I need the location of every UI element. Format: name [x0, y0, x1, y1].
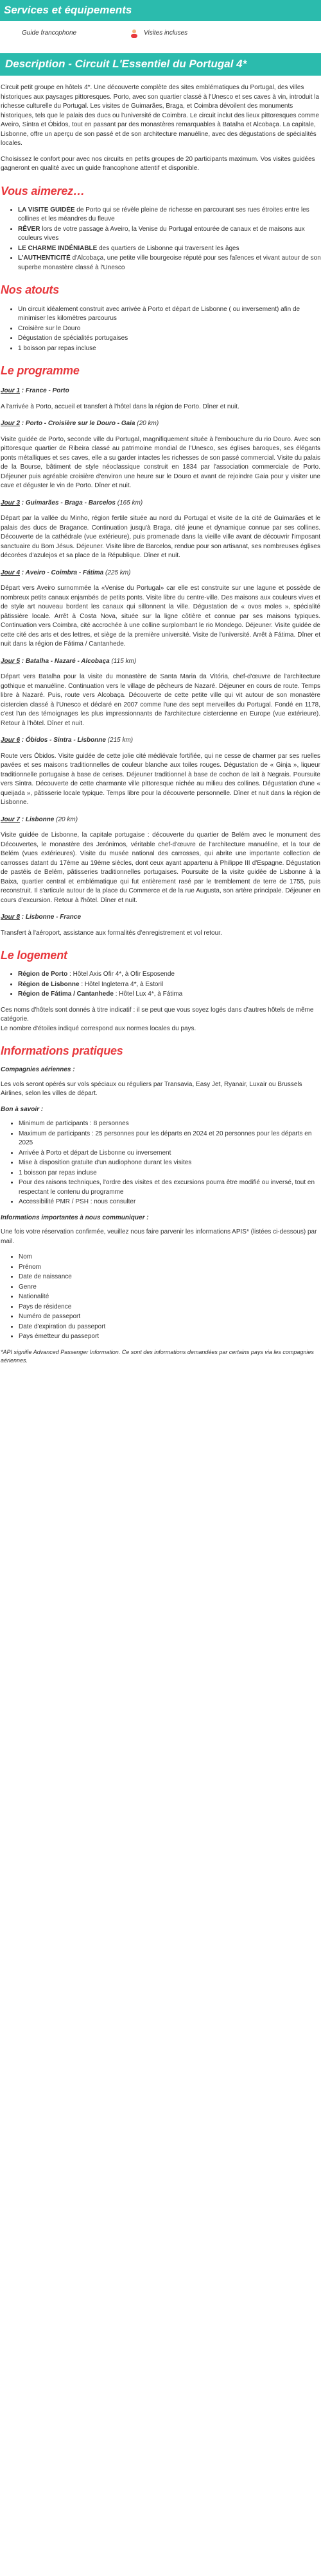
- day-block: Jour 6 : Óbidos - Sintra - Lisbonne (215 km) Route vers Óbidos. Visite guidée de cette jolie cité médiévale fortifiée, qui ne cesse de charmer par ses ruelles pavées et ses maisons traditionnelles de couleur blanche aux toiles rouges. Dégustation de « Ginja », liqueur traditionnelle portugaise à base de cerises. Déjeuner traditionnel à base de cochon de lait à Negrais. Poursuite vers Sintra. Découverte de cette charmante ville pittoresque nichée au milieu des collines. Dégustation d'une « queijada », pâtisserie locale typique. Temps libre pour la découverte personnelle. Dîner et nuit dans la région de Lisbonne.: [1, 736, 320, 808]
- list-item: • Dégustation de spécialités portugaises: [18, 334, 321, 344]
- day-label: Jour 1: [1, 387, 21, 395]
- atouts-list: [0, 305, 321, 354]
- api-footnote: *API signifie Advanced Passenger Information. Ce sont des informations demandées par certains pays via les compagnies aériennes.: [1, 1348, 314, 1364]
- day-block: Jour 7 : Lisbonne (20 km) Visite guidée de Lisbonne, la capitale portugaise : découverte du quartier de Belém avec le monument des Découvertes, le monastère des Jerónimos, véritable chef-d'œuvre de l'architecture manuéline, et la tour de Belém (vues extérieures). Visite du musée national des carrosses, qui abrite une importante collection de carrosses datant du 17ème au 19ème siècles, dont ceux ayant appartenu à Philippe III d'Espagne. Dégustation de pastéis de Belém, pâtisseries traditionnelles portugaises. Poursuite de la visite guidée de Lisbonne à la Baixa, quartier central et emblématique qui fut entièrement rasé par le tremblement de terre de 1755, puis reconstruit. Il s'articule autour de la place du Commerce et de la rue Augusta, son artère principale. Déjeuner en cours d'excursion. Retour à l'hôtel. Dîner et nuit.: [1, 815, 320, 906]
- list-item: • LA VISITE GUIDÉE de Porto qui se révèle pleine de richesse en parcourant ses rues étroites entre les collines et les méandres du fleuve: [18, 206, 321, 224]
- logement-note: Ces noms d'hôtels sont donnés à titre indicatif : il se peut que vous soyez logés dans d'autres hôtels de même catégorie.: [1, 1006, 314, 1023]
- service-visits-label: Visites incluses: [144, 29, 188, 37]
- api-text: Une fois votre réservation confirmée, veuillez nous faire parvenir les informations APIS* (listées ci-dessous) par mail.: [1, 1228, 317, 1245]
- list-item: • Mise à disposition gratuite d'un audiophone durant les visites: [19, 1158, 320, 1168]
- list-item: • 1 boisson par repas incluse: [18, 344, 321, 354]
- list-item: • RÊVER lors de votre passage à Aveiro, la Venise du Portugal entourée de canaux et de maisons aux couleurs vives: [18, 225, 321, 244]
- list-item: • Nom: [19, 1253, 320, 1262]
- logement-heading: Le logement: [1, 949, 67, 962]
- service-guide: [8, 29, 130, 38]
- list-item: • L'AUTHENTICITÉ d'Alcobaça, une petite ville bourgeoise réputé pour ses faïences et vivant autour de son superbe monastère classé à l'Unesco: [18, 254, 321, 272]
- day-text: Départ vers Batalha pour la visite du monastère de Santa Maria da Vitória, chef-d'œuvre de l'architecture gothique et manuéline. Continuation vers le village de pêcheurs de Nazaré. Déjeuner en cours de route. Temps libre à Nazaré. Puis, route vers Alcobaça. Découverte de cette petite ville qui vit autour de son monastère cistercien classé à l'Unesco et déclaré en 2007 comme l'une des sept merveilles du Portugal. Fondé en 1178, c'est l'un des témoignages les plus impressionnants de l'architecture cistercienne en Europe (vue extérieure). Retour à l'hôtel. Dîner et nuit.: [1, 673, 320, 727]
- day-block: Jour 8 : Lisbonne - France Transfert à l'aéroport, assistance aux formalités d'enregistrement et vol retour.: [1, 913, 320, 938]
- day-text: Route vers Óbidos. Visite guidée de cette jolie cité médiévale fortifiée, qui ne cesse de charmer par ses ruelles pavées et ses maisons traditionnelles de couleur blanche aux toiles rouges. Dégustation de « Ginja », liqueur traditionnelle portugaise à base de cerises. Déjeuner traditionnel à base de cochon de lait à Negrais. Poursuite vers Sintra. Découverte de cette charmante ville pittoresque nichée au milieu des collines. Dégustation d'une « queijada », pâtisserie locale typique. Temps libre pour la découverte personnelle. Dîner et nuit dans la région de Lisbonne.: [1, 752, 320, 807]
- day-text: Visite guidée de Porto, seconde ville du Portugal, magnifiquement située à l'embouchure du rio Douro. Avec son pittoresque quartier de Ribeira classé au patrimoine mondial de l'Unesco, ses églises baroques, ses élégants ponts métalliques et ses caves, elle a su garder intactes les richesses de son passé commercial. Visite du palais de la Bourse, bâtiment de style néoclassique construit en 1834 par l'association commerciale de Porto. Déjeuner puis agréable croisière d'environ une heure sur le Douro et avant de rejoindre Gaia pour y visiter une cave et déguster le vin de Porto. Dîner et nuit.: [1, 435, 320, 490]
- list-item: • Croisière sur le Douro: [18, 324, 321, 334]
- savoir-list: [1, 1119, 320, 1207]
- atouts-heading: Nos atouts: [1, 283, 60, 297]
- list-item: • LE CHARME INDÉNIABLE des quartiers de Lisbonne qui traversent les âges: [18, 244, 321, 254]
- day-text: A l'arrivée à Porto, accueil et transfert à l'hôtel dans la région de Porto. Dîner et nuit.: [1, 403, 239, 410]
- api-heading: Informations importantes à nous communiquer :: [1, 1214, 149, 1221]
- list-item: • Date de naissance: [19, 1273, 320, 1282]
- aimerez-heading: Vous aimerez…: [1, 184, 85, 197]
- companies-text: Les vols seront opérés sur vols spéciaux ou réguliers par Transavia, Easy Jet, Ryanair, Luxair ou Brussels Airlines, selon les villes de départ.: [1, 1080, 302, 1098]
- list-item: • Pour des raisons techniques, l'ordre des visites et des excursions pourra être modifié ou inversé, tout en respectant le contenu du programme: [19, 1178, 320, 1197]
- list-item: • Numéro de passeport: [19, 1312, 320, 1322]
- day-text: Visite guidée de Lisbonne, la capitale portugaise : découverte du quartier de Belém avec le monument des Découvertes, le monastère des Jerónimos, véritable chef-d'œuvre de l'architecture manuéline, et la tour de Belém (vues extérieures). Visite du musée national des carrosses, qui abrite une importante collection de carrosses datant du 17ème au 19ème siècles, dont ceux ayant appartenu à Philippe III d'Espagne. Dégustation de pastéis de Belém, pâtisseries traditionnelles portugaises. Poursuite de la visite guidée de Lisbonne à la Baixa, quartier central et emblématique qui fut entièrement rasé par le tremblement de terre de 1755, puis reconstruit. Il s'articule autour de la place du Commerce et de la rue Augusta, son artère principale. Déjeuner en cours d'excursion. Retour à l'hôtel. Dîner et nuit.: [1, 832, 320, 904]
- description-paragraph: Choisissez le confort pour avec nos circuits en petits groupes de 20 participants maximum. Vos visites guidées gagneront en qualité avec un guide francophone attentif et disponible.: [1, 155, 315, 172]
- list-item: • Région de Fátima / Cantanhede : Hôtel Lux 4*, à Fátima: [18, 990, 321, 999]
- list-item: • Genre: [19, 1283, 320, 1292]
- list-item: • Date d'expiration du passeport: [19, 1323, 320, 1332]
- day-label: Jour 3: [1, 499, 21, 506]
- list-item: • Minimum de participants : 8 personnes: [19, 1119, 320, 1129]
- description-banner: Description - Circuit L'Essentiel du Portugal 4*: [0, 53, 321, 76]
- list-item: • Un circuit idéalement construit avec arrivée à Porto et départ de Lisbonne ( ou inversement) afin de minimiser les kilomètres parcourus: [18, 305, 321, 324]
- day-label: Jour 7: [1, 815, 21, 823]
- description-section: [0, 76, 321, 174]
- french-flag-icon: [8, 29, 17, 38]
- guide-person-icon: [130, 29, 139, 38]
- description-paragraph: Circuit petit groupe en hôtels 4*. Une découverte complète des sites emblématiques du Portugal, des villes historiques aux paysages pittoresques. Porto, avec son quartier classé à l'Unesco et ses caves à vin, introduit la richesse culturelle du Portugal. Les visites de Guimarães, Braga, et Coimbra dévoilent des monuments historiques, tels que le palais des ducs ou l'université de Coimbra. Le circuit inclut des lieux pittoresques comme Aveiro, Sintra et Óbidos, tout en passant par des monastères remarquables à Batalha et Alcobaça. La capitale, Lisbonne, offre un aperçu de son passé et de son architecture manuéline, avec des dégustations de spécialités locales.: [1, 84, 320, 147]
- day-block: Jour 5 : Batalha - Nazaré - Alcobaça (115 km) Départ vers Batalha pour la visite du monastère de Santa Maria da Vitória, chef-d'œuvre de l'architecture gothique et manuéline. Continuation vers le village de pêcheurs de Nazaré. Déjeuner en cours de route. Temps libre à Nazaré. Puis, route vers Alcobaça. Découverte de cette petite ville qui vit autour de son monastère cistercien classé à l'Unesco et déclaré en 2007 comme l'une des sept merveilles du Portugal. Fondé en 1178, c'est l'un des témoignages les plus impressionnants de l'architecture cistercienne en Europe (vue extérieure). Retour à l'hôtel. Dîner et nuit.: [1, 657, 320, 729]
- list-item: • Maximum de participants : 25 personnes pour les départs en 2024 et 20 personnes pour les départs en 2025: [19, 1130, 320, 1148]
- programme-heading: Le programme: [1, 364, 80, 378]
- api-list: [1, 1253, 320, 1342]
- programme-section: [0, 387, 321, 938]
- aimerez-list: [0, 206, 321, 273]
- day-block: Jour 1 : France - Porto A l'arrivée à Porto, accueil et transfert à l'hôtel dans la région de Porto. Dîner et nuit.: [1, 387, 320, 412]
- list-item: • Prénom: [19, 1263, 320, 1273]
- day-text: Transfert à l'aéroport, assistance aux formalités d'enregistrement et vol retour.: [1, 929, 222, 937]
- list-item: • 1 boisson par repas incluse: [19, 1169, 320, 1178]
- savoir-heading: Bon à savoir :: [1, 1105, 44, 1113]
- service-guide-label: Guide francophone: [22, 29, 77, 37]
- list-item: • Accessibilité PMR / PSH : nous consulter: [19, 1198, 320, 1207]
- day-block: Jour 2 : Porto - Croisière sur le Douro - Gaia (20 km) Visite guidée de Porto, seconde ville du Portugal, magnifiquement située à l'embouchure du rio Douro. Avec son pittoresque quartier de Ribeira classé au patrimoine mondial de l'Unesco, ses églises baroques, ses élégants ponts métalliques et ses caves, elle a su garder intactes les richesses de son passé commercial. Visite du palais de la Bourse, bâtiment de style néoclassique construit en 1834 par l'association commerciale de Porto. Déjeuner puis agréable croisière d'environ une heure sur le Douro et avant de rejoindre Gaia pour y visiter une cave et déguster le vin de Porto. Dîner et nuit.: [1, 419, 320, 491]
- list-item: • Nationalité: [19, 1292, 320, 1302]
- day-block: Jour 4 : Aveiro - Coimbra - Fátima (225 km) Départ vers Aveiro surnommée la «Venise du Portugal» car elle est construite sur une lagune et possède de nombreux petits canaux enjambés de petits ponts. Visite libre du centre-ville. Des maisons aux couleurs vives et de style art nouveau bordent les canaux qui sillonnent la ville. Dégustation de « ovos moles », spécialité pâtissière locale. Arrêt à Costa Nova, située sur la ligne côtière et connue par ses maisons typiques. Continuation vers Coimbra, cité accrochée à une colline surplombant le rio Mondego. Déjeuner. Visite guidée de cette cité des arts et des lettres, et siège de la première université. Visite de l'université. Arrêt à Fátima. Dîner et nuit dans la région de Fátima / Cantanhede.: [1, 569, 320, 649]
- list-item: • Arrivée à Porto et départ de Lisbonne ou inversement: [19, 1149, 320, 1158]
- day-block: Jour 3 : Guimarães - Braga - Barcelos (165 km) Départ par la vallée du Minho, région fertile située au nord du Portugal et visite de la cité de Guimarães et le palais des ducs de Bragance. Continuation jusqu'à Braga, cité jeune et dynamique connue par ses collines. Découverte de la cathédrale (vue extérieure), puis promenade dans la vieille ville avant de découvrir l'imposant sanctuaire du Bom Jésus. Déjeuner. Visite libre de Barcelos, rendue pour son artisanat, ses nombreuses églises décorées d'azulejos et sa place de la République. Dîner et nuit.: [1, 499, 320, 561]
- services-banner: Services et équipements: [0, 0, 321, 21]
- logement-note: Le nombre d'étoiles indiqué correspond aux normes locales du pays.: [1, 1025, 196, 1032]
- day-text: Départ par la vallée du Minho, région fertile située au nord du Portugal et visite de la cité de Guimarães et le palais des ducs de Bragance. Continuation jusqu'à Braga, cité jeune et dynamique connue par ses collines. Découverte de la cathédrale (vue extérieure), puis promenade dans la vieille ville avant de découvrir l'imposant sanctuaire du Bom Jésus. Déjeuner. Visite libre de Barcelos, rendue pour son artisanat, ses nombreuses églises décorées d'azulejos et sa place de la République. Dîner et nuit.: [1, 515, 320, 560]
- day-label: Jour 6: [1, 737, 21, 744]
- pratiques-section: [0, 1066, 321, 1365]
- list-item: • Pays de résidence: [19, 1303, 320, 1312]
- day-text: Départ vers Aveiro surnommée la «Venise du Portugal» car elle est construite sur une lagune et possède de nombreux petits canaux enjambés de petits ponts. Visite libre du centre-ville. Des maisons aux couleurs vives et de style art nouveau bordent les canaux qui sillonnent la ville. Dégustation de « ovos moles », spécialité pâtissière locale. Arrêt à Costa Nova, située sur la ligne côtière et connue par ses maisons typiques. Continuation vers Coimbra, cité accrochée à une colline surplombant le rio Mondego. Déjeuner. Visite guidée de cette cité des arts et des lettres, et siège de la première université. Visite de l'université. Arrêt à Fátima. Dîner et nuit dans la région de Fátima / Cantanhede.: [1, 585, 320, 648]
- list-item: • Pays émetteur du passeport: [19, 1332, 320, 1342]
- day-label: Jour 2: [1, 420, 21, 428]
- list-item: • Région de Lisbonne : Hôtel Ingleterra 4*, à Estoril: [18, 980, 321, 990]
- companies-heading: Compagnies aériennes :: [1, 1066, 75, 1074]
- day-label: Jour 4: [1, 569, 21, 576]
- day-label: Jour 5: [1, 657, 21, 665]
- list-item: • Région de Porto : Hôtel Axis Ofir 4*, à Ofir Esposende: [18, 970, 321, 980]
- day-label: Jour 8: [1, 914, 21, 921]
- pratiques-heading: Informations pratiques: [1, 1044, 123, 1058]
- services-row: [0, 21, 321, 45]
- logement-list: [0, 970, 321, 999]
- service-visits: [130, 29, 252, 38]
